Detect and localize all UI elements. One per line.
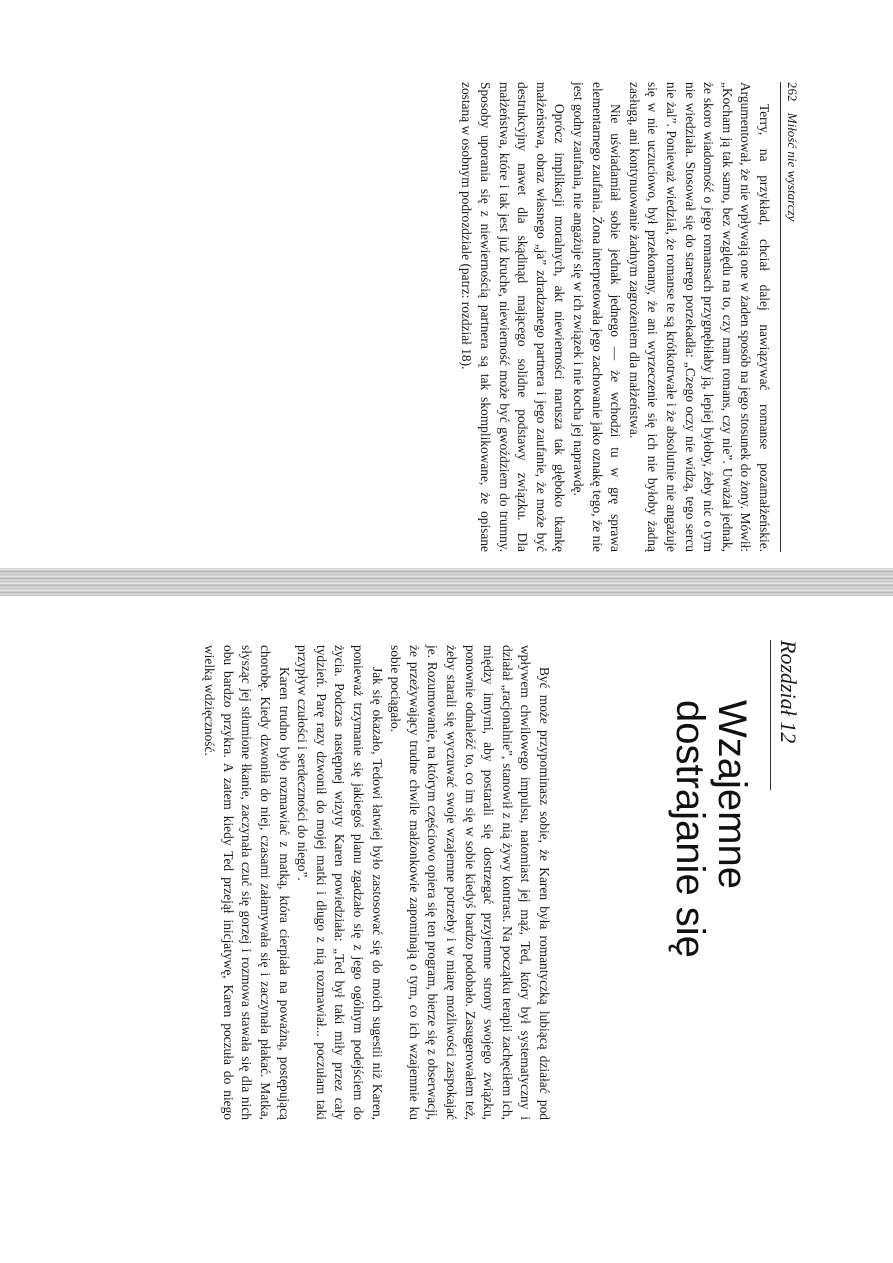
paragraph: Karen trudno było rozmawiać z matką, która cierpiała na poważną, postępującą chorobę. Kiedy dzwoniła do niej, czasami załamywała się i zaczynała płakać. Matka, słysząc jej stłumione łkanie, zaczynała czuć się gorzej i rozmowa stawała się dla nich obu bardzo przykra. A zatem kiedy Ted przejął inicjatywę, Karen poczuła do niego wielką wdzięczność. bbox=[202, 645, 292, 1120]
chapter-title-line: Wzajemne bbox=[710, 700, 754, 889]
right-body-text bbox=[200, 645, 553, 1120]
paragraph: Być może przypominasz sobie, że Karen była romantyczką lubiącą działać pod wpływem chwilowego impulsu, natomiast jej mąż, Ted, który był systematyczny i działał „racjonalnie”, stanowił z nią żywy kontrast. Na początku terapii zachęciłem ich, między innymi, aby postarali się dostrzegać przyjemne strony swojego związku, ponownie odnaleźć to, co im się w sobie kiedyś bardzo podobało. Zasugerowałem też, żeby starali się wyczuwać swoje wzajemne potrzeby i w miarę możliwości zaspokajać je. Rozumowanie, na którym częściowo opiera się ten program, bierze się z obserwacji, że przeżywający trudne chwile małżonkowie zapominają o tym, co ich wzajemnie ku sobie pociągało. bbox=[388, 645, 552, 1120]
chapter-title-line: dostrajanie się bbox=[668, 700, 712, 958]
paragraph: Terry, na przykład, chciał dalej nawiązywać romanse pozamałżeńskie. Argumentował, że nie wpływają one w żaden sposób na jego stosunek do żony. Mówił: „Kocham ją tak samo, bez względu na to, czy mam romans, czy nie”. Uważał jednak, że skoro wiadomość o jego romansach przygnębiłaby ją, lepiej byłoby, żeby nic o tym nie wiedziała. Stosował się do starego porzekadła: „Czego oczy nie widzą, tego sercu nie żal”. Ponieważ wiedział, że romanse te są krótkotrwałe i że absolutnie nie angażuje się w nie uczuciowo, był przekonany, że ani wyrzeczenie się ich nie byłoby żadną zasługą, ani kontynuowanie żadnym zagrożeniem dla małżeństwa. bbox=[626, 82, 772, 552]
chapter-title bbox=[669, 700, 753, 1100]
paragraph: Nie uświadamiał sobie jednak jednego — że wchodzi tu w grę sprawa elementarnego zaufania. Żona interpretowała jego zachowanie jako oznakę tego, że nie jest godny zaufania, nie angażuje się w ich związek i nie kocha jej naprawdę. bbox=[571, 82, 624, 552]
book-title: Miłość nie wystarczy bbox=[785, 112, 800, 222]
left-body-text bbox=[457, 82, 773, 552]
paragraph: Jak się okazało, Tedowi łatwiej było zastosować się do moich sugestii niż Karen, ponieważ trzymanie się jakiegoś planu zgadzało się z jego ogólnym podejściem do życia. Podczas następnej wizyty Karen powiedziała: „Ted był taki miły przez cały tydzień. Parę razy dzwonił do mojej matki i długo z nią rozmawiał... poczułam taki przypływ czułości i serdeczności do niego”. bbox=[295, 645, 385, 1120]
book-gutter bbox=[0, 568, 893, 596]
page-number: 262 bbox=[785, 82, 800, 102]
chapter-label: Rozdział 12 bbox=[776, 640, 801, 744]
chapter-rule bbox=[770, 640, 771, 790]
left-page bbox=[0, 0, 893, 600]
running-head bbox=[780, 82, 803, 552]
paragraph: Oprócz implikacji moralnych, akt niewierności narusza tak głęboko tkankę małżeństwa, obraz własnego „ja” zdradzanego partnera i jego zaufanie, że może być destrukcyjny nawet dla skądinąd mającego solidne podstawy związku. Dla małżeństwa, które i tak jest już kruche, niewierność może być gwoździem do trumny. Sposoby uporania się z niewiernością partnera są tak skomplikowane, że opisane zostaną w osobnym podrozdziale (patrz: rozdział 18). bbox=[459, 82, 568, 552]
